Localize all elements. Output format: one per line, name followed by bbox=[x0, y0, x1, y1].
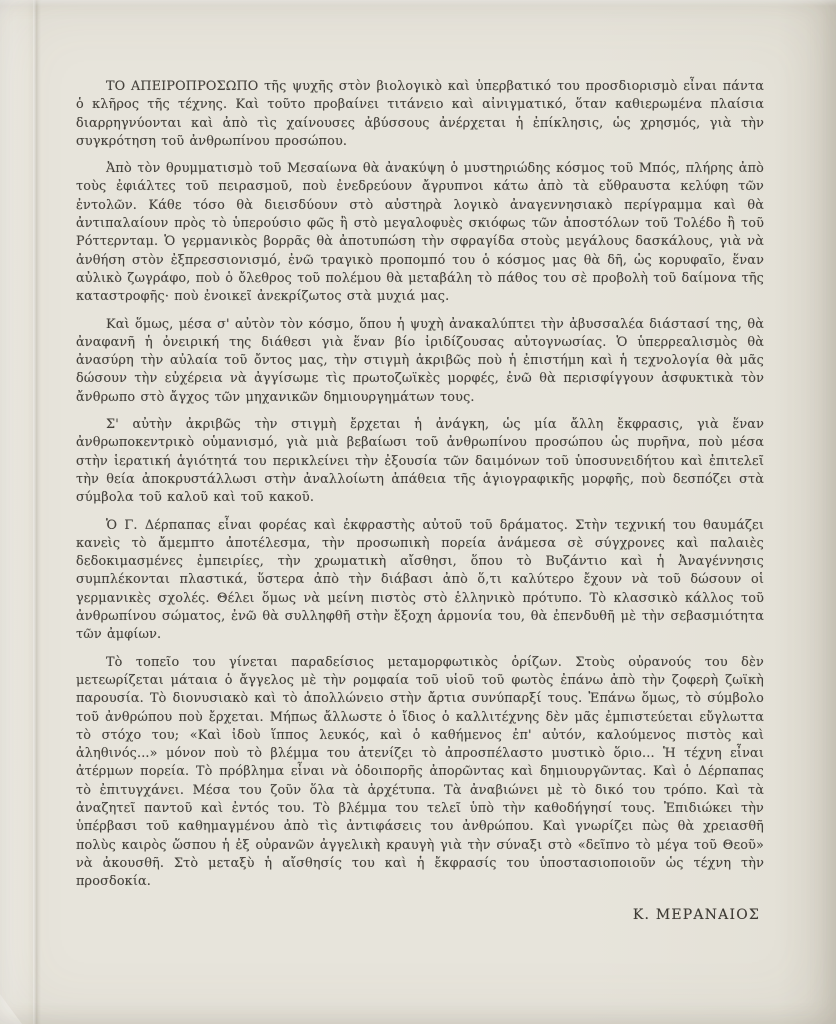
paragraph-5: Ὁ Γ. Δέρπαπας εἶναι φορέας καὶ ἐκφραστὴς αὐτοῦ τοῦ δράματος. Στὴν τεχνική του θαυμάζει κανεὶς τὸ ἄμεμπτο ἀποτέλεσμα, τὴν προσωπικὴ πορεία ἀνάμεσα σὲ σύγχρονες καὶ παλαιὲς δεδοκιμασμένες ἐμπειρίες, τὴν χρωματικὴ αἴσθησι, ὅπου τὸ Βυζάντιο καὶ ἡ Ἀναγέννησις συμπλέκονται πλαστικά, ὕστερα ἀπὸ τὴν διάβασι ἀπὸ ὅ,τι καλύτερο ἔχουν νὰ τοῦ δώσουν οἱ γερμανικὲς σχολές. Θέλει ὅμως νὰ μείνη πιστὸς στὸ ἑλληνικὸ πρότυπο. Τὸ κλασσικὸ κάλλος τοῦ ἀνθρωπίνου σώματος, ἐνῶ θὰ συλληφθῆ στὴν ἔξοχη ἁρμονία του, θὰ ἐπενδυθῆ μὲ τὴν σεβασμιότητα τῶν ἀμφίων. bbox=[76, 517, 764, 643]
paragraph-2: Ἀπὸ τὸν θρυμματισμὸ τοῦ Μεσαίωνα θὰ ἀνακύψη ὁ μυστηριώδης κόσμος τοῦ Μπός, πλήρης ἀπὸ τοὺς ἐφιάλτες τοῦ πειρασμοῦ, ποὺ ἐνεδρεύουν ἄγρυπνοι κάτω ἀπὸ τὰ εὔθραυστα κελύφη τῶν ἐντολῶν. Κάθε τόσο θὰ διεισδύουν στὸ αὐστηρὰ λογικὸ ἀναγεννησιακὸ περίγραμμα καὶ θὰ ἀντιπαλαίουν πρὸς τὸ ὑπερούσιο φῶς ἢ στὸ μεγαλοφυὲς σκιόφως τῶν ἀποστόλων τοῦ Τολέδο ἢ τοῦ Ρόττερνταμ. Ὁ γερμανικὸς βορρᾶς θὰ ἀποτυπώση τὴν σφραγίδα στοὺς μεγάλους δασκάλους, γιὰ νὰ ἀνθήση στὸν ἐξπρεσσιονισμό, ἐνῶ τραγικὸ προπομπό του ὁ κόσμος μας θὰ δῆ, ὡς κορυφαῖο, ἕναν αὐλικὸ ζωγράφο, ποὺ ὁ ὄλεθρος τοῦ πολέμου θὰ μεταβάλη τὸ πάθος του σὲ προβολὴ τοῦ δαίμονα τῆς καταστροφῆς· ποὺ ἐνοικεῖ ἀνεκρίζωτος στὰ μυχιά μας. bbox=[76, 161, 764, 305]
binding-fold-crease bbox=[33, 0, 41, 1024]
paragraph-6: Τὸ τοπεῖο του γίνεται παραδείσιος μεταμορφωτικὸς ὁρίζων. Στοὺς οὐρανούς του δὲν μετεωρίζεται μάταια ὁ ἄγγελος μὲ τὴν ρομφαία τοῦ υἱοῦ τοῦ φωτὸς ἐπάνω ἀπὸ τὴν ζοφερὴ ζωϊκὴ παρουσία. Τὸ διονυσιακὸ καὶ τὸ ἀπολλώνειο στὴν ἄρτια συνύπαρξί τους. Ἐπάνω ὅμως, τὸ σύμβολο τοῦ ἀνθρώπου ποὺ ἔρχεται. Μήπως ἄλλωστε ὁ ἴδιος ὁ καλλιτέχνης δὲν μᾶς ἐμπιστεύεται εὔγλωττα τὸ στόχο του; «Καὶ ἰδοὺ ἵππος λευκός, καὶ ὁ καθήμενος ἐπ' αὐτόν, καλούμενος πιστὸς καὶ ἀληθινός...» μόνον ποὺ τὸ βλέμμα του ἀτενίζει τὸ ἀπροσπέλαστο μυστικὸ ὅριο... Ἡ τέχνη εἶναι ἀτέρμων πορεία. Τὸ πρόβλημα εἶναι νὰ ὁδοιπορῆς ἀπορῶντας καὶ δημιουργῶντας. Καὶ ὁ Δέρπαπας τὸ ἐπιτυγχάνει. Μέσα του ζοῦν ὅλα τὰ ἀρχέτυπα. Τὰ ἀναβιώνει μὲ τὸ δικό του τρόπο. Καὶ τὰ ἀναζητεῖ παντοῦ καὶ ἐντός του. Τὸ βλέμμα του τελεῖ ὑπὸ τὴν καθοδήγησί τους. Ἐπιδιώκει τὴν ὑπέρβασι τοῦ καθημαγμένου ἀπὸ τὶς ἀντιφάσεις του ἀνθρώπου. Καὶ γνωρίζει πὼς θὰ χρειασθῆ πολὺς καιρὸς ὥσπου ἡ ἐξ οὐρανῶν ἀγγελικὴ κραυγὴ γιὰ τὴν σύναξι στὸ «δεῖπνο τὸ μέγα τοῦ Θεοῦ» νὰ ἀκουσθῆ. Στὸ μεταξὺ ἡ αἴσθησίς του καὶ ἡ ἔκφρασίς του ὑποστασιοποιοῦν ὡς τέχνη τὴν προσδοκία. bbox=[76, 654, 764, 890]
document-body bbox=[76, 78, 764, 923]
author-signature: Κ. ΜΕΡΑΝΑΙΟΣ bbox=[632, 907, 760, 924]
paragraph-1: ΤΟ ΑΠΕΙΡΟΠΡΟΣΩΠΟ τῆς ψυχῆς στὸν βιολογικὸ καὶ ὑπερβατικό του προσδιορισμὸ εἶναι πάντα ὁ κλῆρος τῆς τέχνης. Καὶ τοῦτο προβαίνει τιτάνειο καὶ αἰνιγματικό, ὅταν καθιερωμένα πλαίσια διαρρηγνύονται καὶ ἀπὸ τὶς χαίνουσες ἀβύσσους ἀνέρχεται ἡ ἐπίκλησις, ὡς χρησμός, γιὰ τὴν συγκρότηση τοῦ ἀνθρωπίνου προσώπου. bbox=[76, 79, 764, 149]
paper-top-edge-highlight bbox=[0, 0, 836, 6]
paragraph-3: Καὶ ὅμως, μέσα σ' αὐτὸν τὸν κόσμο, ὅπου ἡ ψυχὴ ἀνακαλύπτει τὴν ἀβυσσαλέα διάστασί της, θὰ ἀναφανῆ ἡ ὀνειρική της διάθεσι γιὰ ἕναν βίο ἰριδίζουσας αὐτογνωσίας. Ὁ ὑπερρεαλισμὸς θὰ ἀνασύρη τὴν αὐλαία τοῦ ὄντος μας, τὴν στιγμὴ ἀκριβῶς ποὺ ἡ ἐπιστήμη καὶ ἡ τεχνολογία θὰ μᾶς δώσουν τὴν εὐχέρεια νὰ ἀγγίσωμε τὶς πρωτοζωϊκὲς μορφές, ἐνῶ θὰ περισφίγγουν ἀσφυκτικὰ τὸν ἄνθρωπο στὸ ἄγχος τῶν μηχανικῶν δημιουργημάτων τους. bbox=[76, 316, 764, 405]
paragraph-4: Σ' αὐτὴν ἀκριβῶς τὴν στιγμὴ ἔρχεται ἡ ἀνάγκη, ὡς μία ἄλλη ἔκφρασις, γιὰ ἕναν ἀνθρωποκεντρικὸ οὑμανισμό, γιὰ μιὰ βεβαίωσι τοῦ ἀνθρωπίνου προσώπου ὡς πυρῆνα, ποὺ μέσα στὴν ἱερατική ἁγιότητά του περικλείνει τὴν ἐξουσία τῶν δαιμόνων τοῦ ὑποσυνειδήτου καὶ ἐπιτελεῖ τὴν θεία ἀποκρυστάλλωσι στὴν ἀναλλοίωτη ἀπάθεια τῆς ἁγιογραφικῆς μορφῆς, ποὺ δεσπόζει στὰ σύμβολα τοῦ καλοῦ καὶ τοῦ κακοῦ. bbox=[76, 417, 764, 506]
page-left-margin-strip bbox=[0, 0, 34, 1024]
